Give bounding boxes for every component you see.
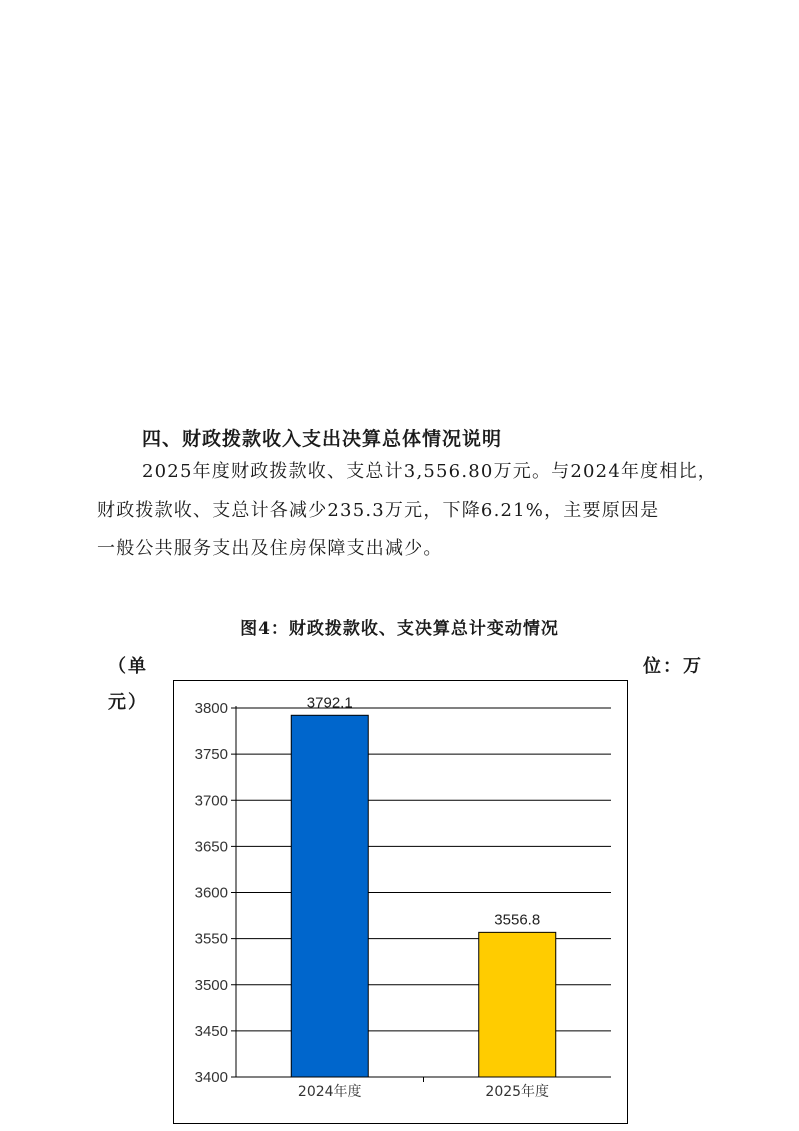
unit-label-part-3: 元） <box>108 692 148 713</box>
data-label-2: 3556.8 <box>494 911 541 929</box>
paragraph-line-2: 财政拨款收、支总计各减少235.3万元，下降6.21%，主要原因是 <box>97 500 660 521</box>
unit-label-part-2: 位：万 <box>643 656 703 677</box>
unit-label-part-1: （单 <box>108 656 148 677</box>
bar-chart <box>174 681 629 1125</box>
y-tick-label: 3500 <box>194 976 228 994</box>
section-heading: 四、财政拨款收入支出决算总体情况说明 <box>142 428 503 450</box>
y-tick-label: 3450 <box>194 1022 228 1040</box>
paragraph-line-1: 2025年度财政拨款收、支总计3,556.80万元。与2024年度相比， <box>142 461 717 482</box>
y-tick-label: 3800 <box>194 700 228 717</box>
y-tick-label: 3650 <box>194 838 228 856</box>
x-category-label-2: 2025年度 <box>485 1084 550 1100</box>
y-tick-label: 3600 <box>194 884 228 902</box>
figure-title: 图4：财政拨款收、支决算总计变动情况 <box>240 619 559 639</box>
paragraph-line-3: 一般公共服务支出及住房保障支出减少。 <box>97 538 443 559</box>
x-category-label-1: 2024年度 <box>297 1084 362 1100</box>
data-label-1: 3792.1 <box>306 694 353 712</box>
y-tick-label: 3400 <box>194 1069 228 1086</box>
y-tick-label: 3750 <box>194 746 228 764</box>
bar-1 <box>291 715 368 1077</box>
bar-2 <box>479 932 556 1077</box>
y-tick-label: 3700 <box>194 792 228 810</box>
y-tick-label: 3550 <box>194 930 228 948</box>
bar-chart-frame <box>173 680 628 1124</box>
